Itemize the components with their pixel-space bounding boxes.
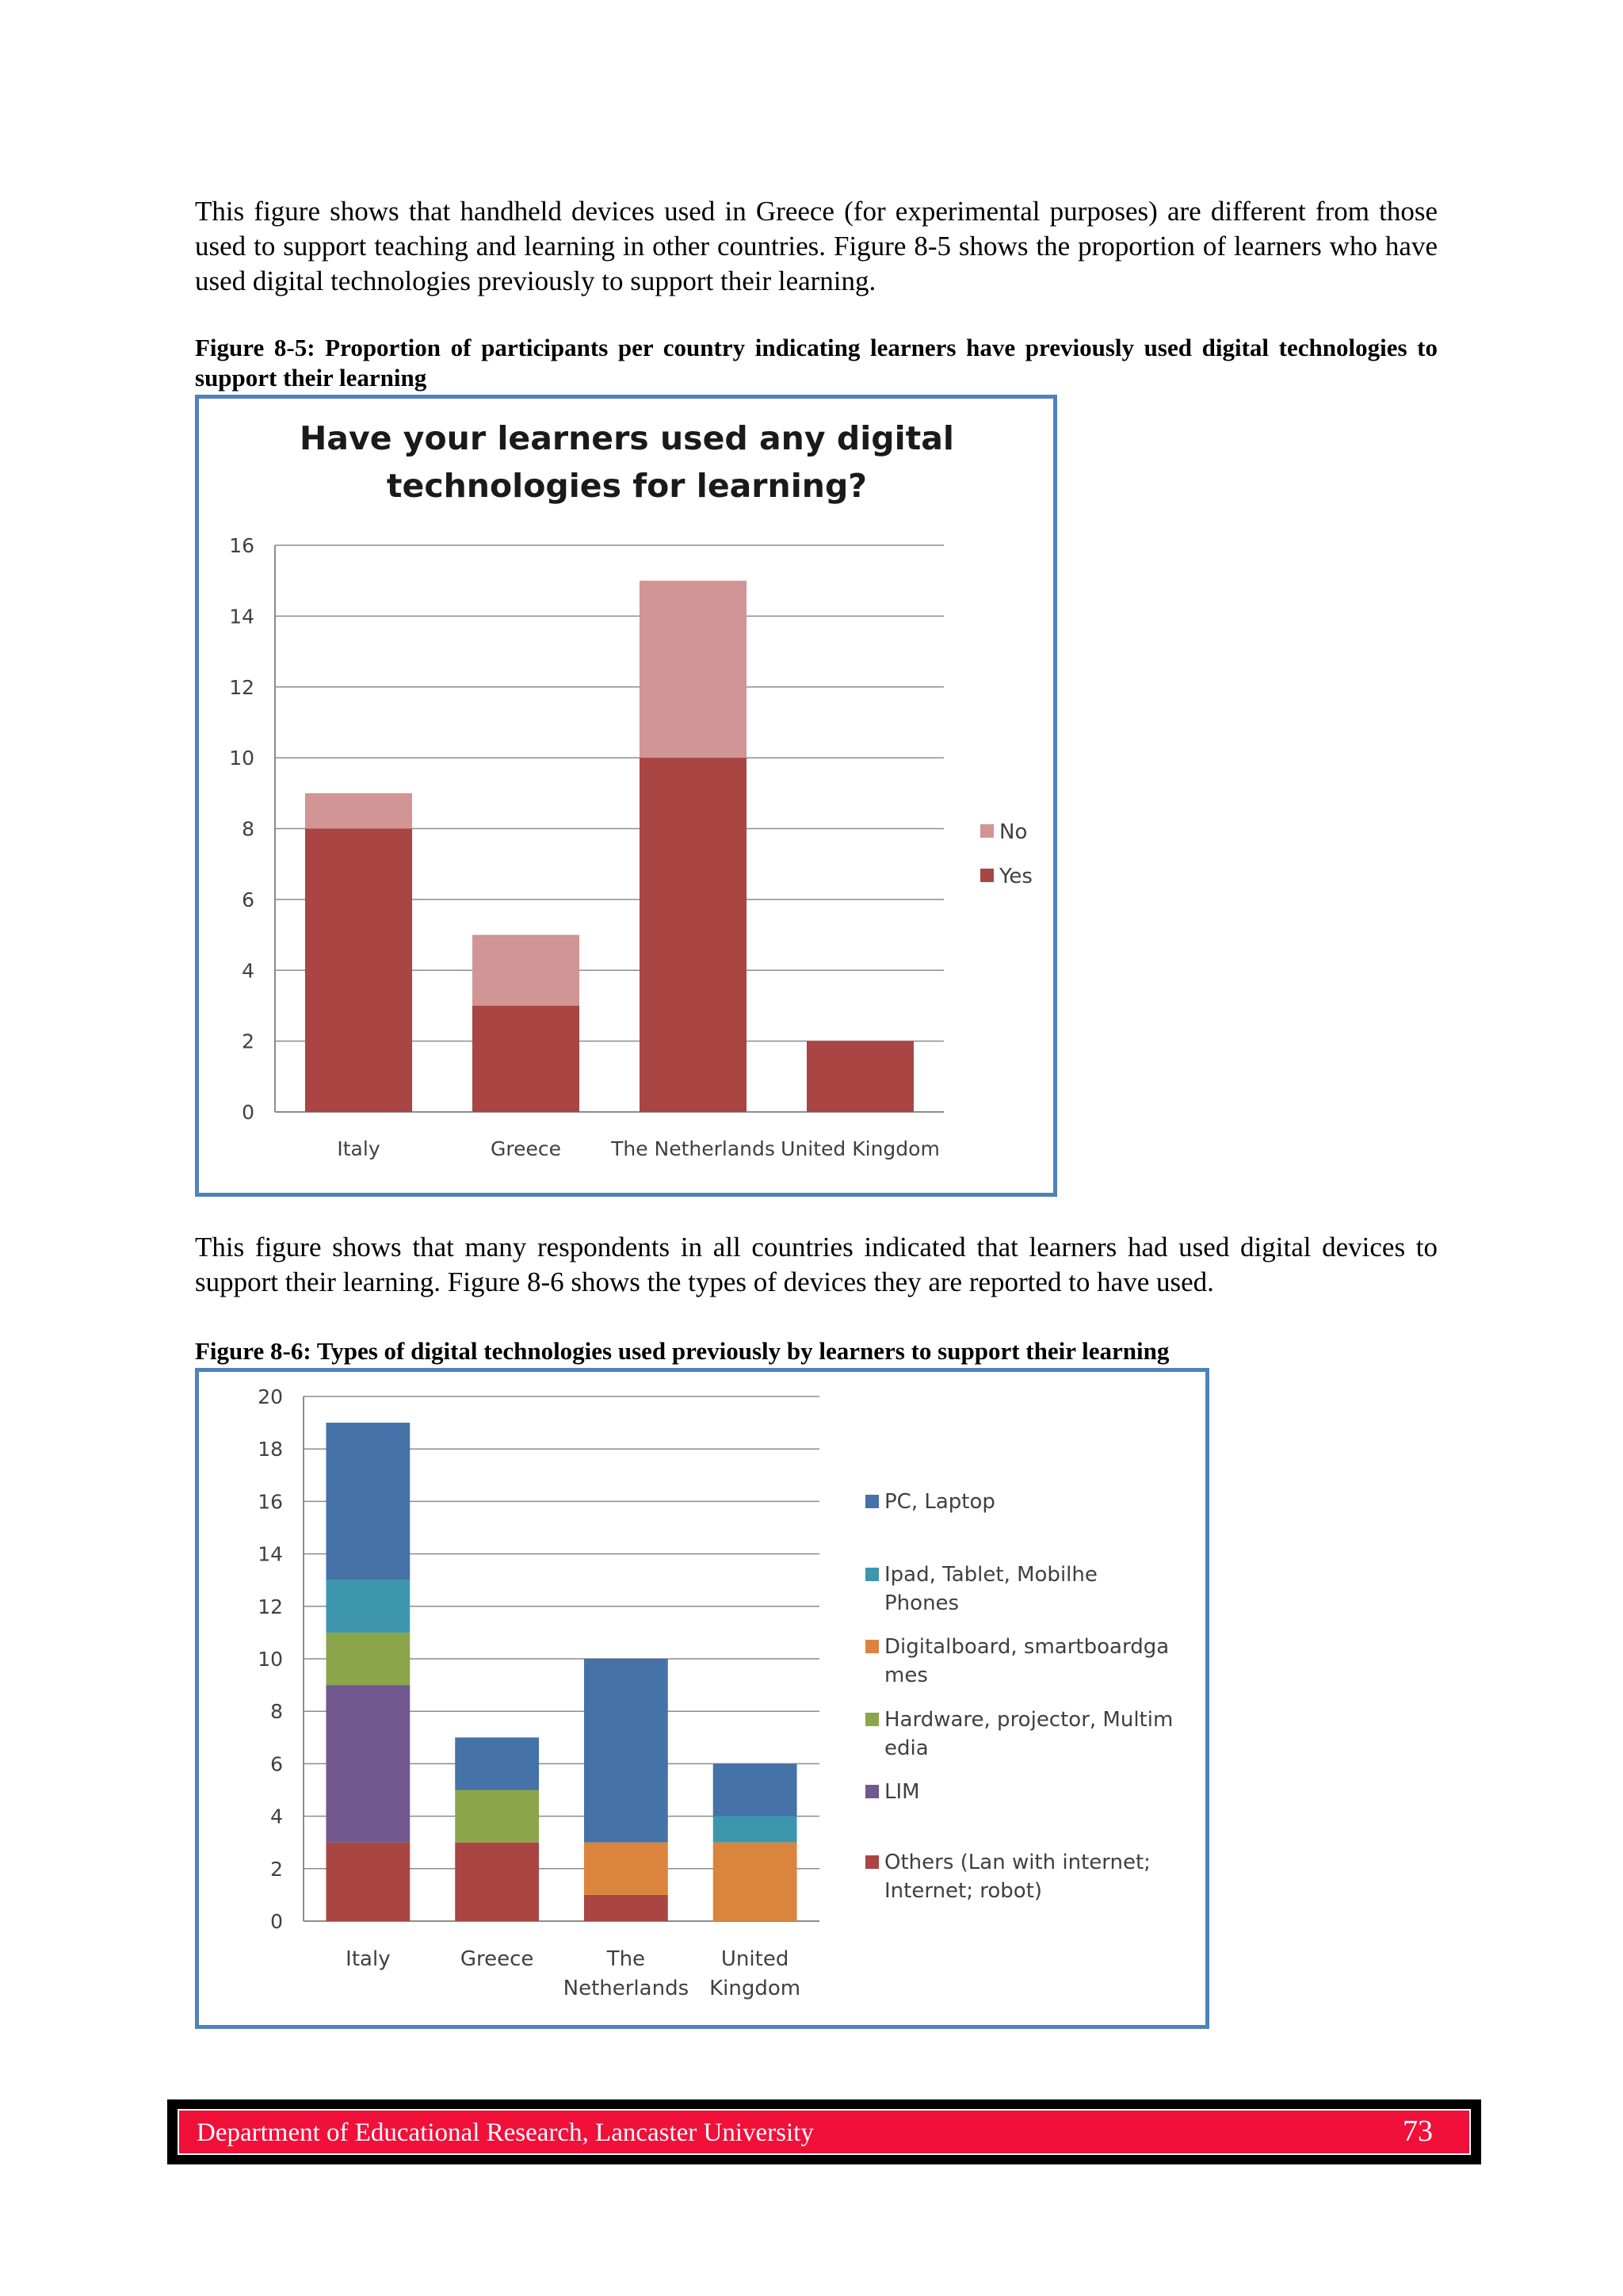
x-category-label: Kingdom: [709, 1977, 801, 2000]
legend-label: mes: [884, 1664, 928, 1687]
x-category-label: Greece: [460, 1947, 534, 1971]
bar-segment: [305, 829, 412, 1113]
legend-label: LIM: [884, 1780, 920, 1804]
y-tick-label: 6: [242, 888, 254, 911]
legend-label: Phones: [884, 1591, 960, 1615]
legend-label: Hardware, projector, Multim: [884, 1708, 1174, 1732]
x-category-label: Netherlands: [563, 1977, 689, 2000]
bar-segment: [713, 1817, 797, 1843]
y-tick-label: 8: [242, 817, 254, 841]
bar-segment: [584, 1843, 668, 1895]
y-tick-label: 6: [270, 1752, 283, 1776]
y-tick-label: 10: [229, 747, 254, 770]
legend-swatch: [980, 869, 994, 882]
bar-segment: [326, 1843, 410, 1921]
x-category-label: The: [606, 1947, 646, 1971]
legend-swatch: [980, 824, 994, 838]
bar-segment: [640, 581, 747, 758]
legend-swatch: [865, 1495, 879, 1508]
x-category-label: Italy: [337, 1137, 380, 1160]
chart-2-svg: [199, 1372, 1213, 2033]
figure-8-5-caption: Figure 8-5: Proportion of participants per country indicating learners have previously used digital technologies to support their learning: [195, 334, 1438, 392]
bar-segment: [326, 1685, 410, 1843]
y-tick-label: 14: [229, 605, 254, 628]
x-category-label: Italy: [346, 1947, 391, 1971]
bar-segment: [326, 1633, 410, 1685]
y-tick-label: 20: [258, 1385, 283, 1408]
paragraph-followup: This figure shows that many respondents in all countries indicated that learners had used digital devices to support their learning. Figure 8-6 shows the types of devices they are reported to have used.: [195, 1232, 1438, 1297]
figure-8-6-caption: Figure 8-6: Types of digital technologies used previously by learners to support their learning: [195, 1337, 1170, 1365]
legend-swatch: [865, 1785, 879, 1798]
legend-label: edia: [884, 1736, 929, 1760]
legend-swatch: [865, 1855, 879, 1869]
bar-segment: [455, 1737, 539, 1790]
legend-label: PC, Laptop: [884, 1490, 995, 1514]
paragraph-intro: This figure shows that handheld devices used in Greece (for experimental purposes) are different from those used to support teaching and learning in other countries. Figure 8-5 shows the proportion of learners who have used digital technologies previously to support their learning.: [195, 196, 1438, 296]
bar-segment: [640, 758, 747, 1112]
page-number: 73: [1403, 2115, 1433, 2148]
y-tick-label: 10: [258, 1648, 283, 1671]
bar-segment: [584, 1895, 668, 1921]
legend-swatch: [865, 1568, 879, 1581]
bar-segment: [455, 1790, 539, 1843]
y-tick-label: 2: [242, 1030, 254, 1053]
figure-8-6-chart: [195, 1368, 1209, 2029]
x-category-label: United: [720, 1947, 789, 1971]
y-tick-label: 16: [258, 1490, 283, 1514]
bar-segment: [713, 1843, 797, 1921]
y-tick-label: 8: [270, 1700, 283, 1724]
legend-swatch: [865, 1640, 879, 1653]
figure-8-5-chart: [195, 395, 1057, 1197]
y-tick-label: 0: [242, 1101, 254, 1124]
chart-title: technologies for learning?: [386, 467, 868, 505]
legend-label: Others (Lan with internet;: [884, 1851, 1151, 1874]
bar-segment: [326, 1423, 410, 1580]
y-tick-label: 0: [270, 1910, 283, 1933]
bar-segment: [305, 793, 412, 829]
x-category-label: Greece: [491, 1137, 561, 1160]
page-footer: [167, 2099, 1481, 2164]
bar-segment: [472, 935, 579, 1006]
legend-swatch: [865, 1713, 879, 1726]
bar-segment: [455, 1843, 539, 1921]
y-tick-label: 4: [270, 1805, 283, 1828]
footer-bar: [178, 2109, 1471, 2155]
bar-segment: [326, 1580, 410, 1633]
chart-1-svg: [199, 399, 1061, 1201]
legend-label: No: [999, 820, 1028, 844]
x-category-label: The Netherlands: [611, 1137, 775, 1160]
bar-segment: [713, 1763, 797, 1816]
y-tick-label: 18: [258, 1438, 283, 1461]
chart-title: Have your learners used any digital: [299, 419, 955, 457]
bar-segment: [807, 1041, 914, 1112]
legend-label: Yes: [999, 865, 1033, 888]
bar-segment: [584, 1659, 668, 1843]
y-tick-label: 2: [270, 1857, 283, 1881]
legend-label: Ipad, Tablet, Mobilhe: [884, 1563, 1098, 1587]
x-category-label: United Kingdom: [781, 1137, 940, 1160]
footer-institution: Department of Educational Research, Lancaster University: [197, 2118, 814, 2147]
legend-label: Internet; robot): [884, 1879, 1043, 1903]
y-tick-label: 16: [229, 534, 254, 557]
bar-segment: [472, 1006, 579, 1112]
y-tick-label: 4: [242, 959, 254, 983]
y-tick-label: 12: [229, 675, 254, 699]
legend-label: Digitalboard, smartboardga: [884, 1635, 1170, 1659]
y-tick-label: 12: [258, 1595, 283, 1618]
y-tick-label: 14: [258, 1542, 283, 1566]
